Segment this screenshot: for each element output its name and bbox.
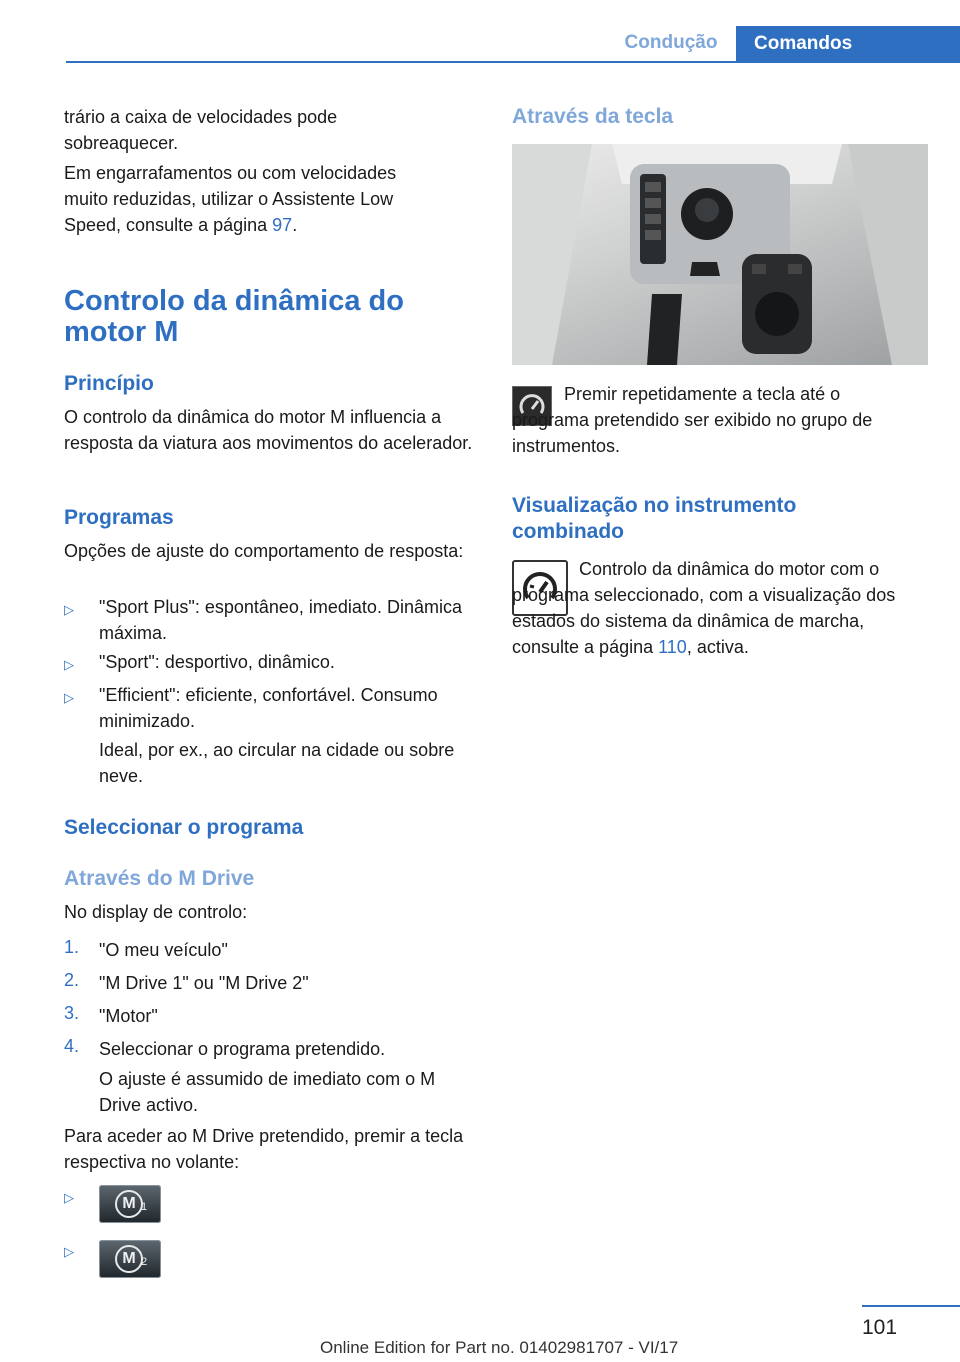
low-speed-text: Em engarrafamentos ou com velocidades muito reduzidas, utilizar o Assistente Low Speed, consulte a página	[64, 163, 397, 235]
principio-text: O controlo da dinâmica do motor M influencia a resposta da viatura aos movimentos do acelerador.	[64, 407, 473, 453]
bullet-marker: ▷	[64, 657, 74, 672]
bullet-efficient-note: Ideal, por ex., ao circular na cidade ou sobre neve.	[99, 740, 455, 786]
header-section-tab[interactable]: Condução	[624, 32, 718, 53]
select-program-heading: Seleccionar o programa	[64, 816, 304, 839]
mdrive-key-letter: M	[115, 1245, 143, 1273]
bullet-marker: ▷	[64, 690, 74, 705]
center-console-illustration	[512, 144, 928, 365]
page-number: 101	[862, 1316, 898, 1339]
principio-heading: Princípio	[64, 372, 154, 395]
mdrive-heading: Através do M Drive	[64, 867, 255, 890]
header-rule	[66, 61, 960, 63]
mdrive1-key-icon	[99, 1185, 161, 1223]
step-item: "O meu veículo"	[99, 940, 228, 960]
step-item: Seleccionar o programa pretendido.	[99, 1039, 386, 1059]
step4-note: O ajuste é assumido de imediato com o M Drive activo.	[99, 1069, 436, 1115]
page-link-110[interactable]: 110	[658, 637, 687, 657]
programas-heading: Programas	[64, 506, 174, 529]
mdrive-key-subscript: 2	[141, 1256, 148, 1268]
page-link-97[interactable]: 97	[272, 215, 293, 235]
instrument-display-text-end: , activa.	[686, 637, 749, 657]
tecla-heading: Através da tecla	[512, 105, 674, 128]
bullet-marker: ▷	[64, 602, 74, 617]
step-number: 4.	[64, 1036, 80, 1056]
mdrive2-key-icon	[99, 1240, 161, 1278]
instrument-display-heading: Visualização no instrumento combinado	[512, 494, 797, 543]
intro-paragraph: trário a caixa de velocidades pode sobreaquecer.	[64, 107, 338, 153]
instrument-display-text	[512, 556, 932, 660]
step-item: "M Drive 1" ou "M Drive 2"	[99, 973, 309, 993]
mdrive-text: No display de controlo:	[64, 902, 248, 922]
footer-rule	[862, 1305, 960, 1307]
step-number: 1.	[64, 937, 80, 957]
bullet-marker: ▷	[64, 1190, 74, 1205]
step-item: "Motor"	[99, 1006, 158, 1026]
mdrive-key-subscript: 1	[141, 1201, 148, 1213]
bullet-marker: ▷	[64, 1244, 74, 1259]
section-title: Controlo da dinâmica do motor M	[64, 285, 404, 348]
tecla-text: Premir repetidamente a tecla até o programa pretendido ser exibido no grupo de instrumentos.	[512, 384, 873, 456]
mdrive-key-letter: M	[115, 1190, 143, 1218]
step-number: 2.	[64, 970, 80, 990]
bullet-item-sport-plus: "Sport Plus": espontâneo, imediato. Dinâmica máxima.	[99, 597, 462, 643]
programas-text: Opções de ajuste do comportamento de resposta:	[64, 541, 464, 561]
bullet-item-efficient: "Efficient": eficiente, confortável. Consumo minimizado.	[99, 685, 438, 731]
center-console-photo	[512, 144, 928, 365]
bullet-item-sport: "Sport": desportivo, dinâmico.	[99, 652, 335, 672]
low-speed-text-end: .	[292, 215, 298, 235]
edition-footer: Online Edition for Part no. 01402981707 - VI/17	[320, 1338, 679, 1357]
header-active-tab[interactable]: Comandos	[736, 26, 960, 62]
instrument-display-text-body: Controlo da dinâmica do motor com o programa seleccionado, com a visualização dos estados do sistema da dinâmica de marcha, consulte a página	[512, 559, 896, 657]
access-text: Para aceder ao M Drive pretendido, premir a tecla respectiva no volante:	[64, 1126, 464, 1172]
low-speed-paragraph	[64, 160, 444, 238]
step-number: 3.	[64, 1003, 80, 1023]
